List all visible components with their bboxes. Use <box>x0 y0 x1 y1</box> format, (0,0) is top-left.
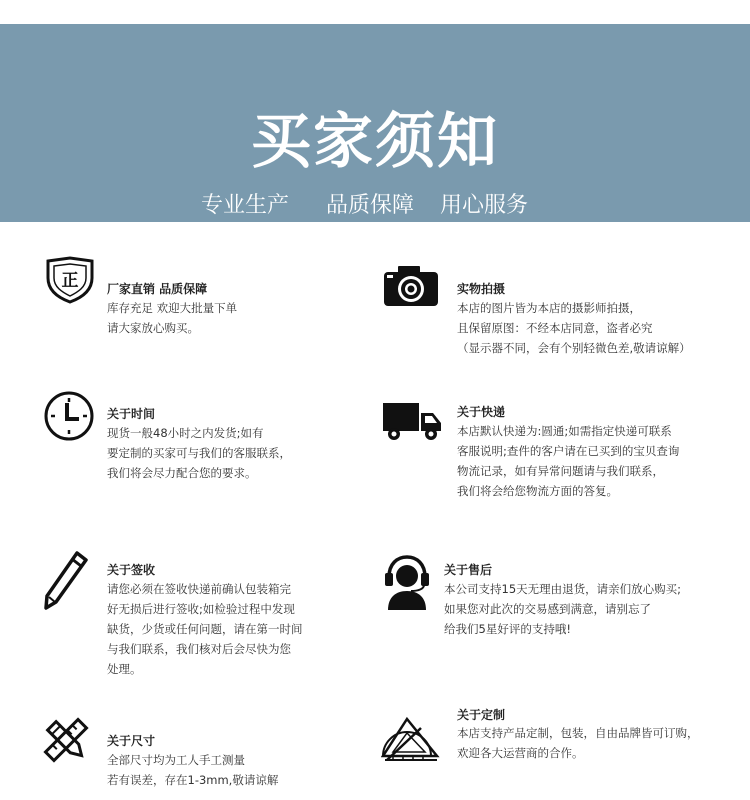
section-line: 欢迎各大运营商的合作。 <box>457 746 584 760</box>
section-body <box>444 579 681 639</box>
section-title: 关于签收 <box>107 563 156 577</box>
section-line: 我们将会尽力配合您的要求。 <box>107 466 257 480</box>
section-line: 且保留原图：不经本店同意，盗者必究 <box>457 321 653 335</box>
section-line: 物流记录，如有异常问题请与我们联系， <box>457 464 664 478</box>
section-title: 关于时间 <box>107 407 156 421</box>
subtitle-professional-production: 专业生产 <box>201 193 290 218</box>
camera-icon <box>382 264 440 308</box>
pencil-ruler-icon <box>42 716 90 764</box>
section-line: 库存充足 欢迎大批量下单 <box>107 301 238 315</box>
svg-text:正: 正 <box>61 271 79 291</box>
section-title: 厂家直销 品质保障 <box>107 282 208 296</box>
section-line: 要定制的买家可与我们的客服联系， <box>107 446 291 460</box>
section-line: 给我们5星好评的支持哦! <box>444 622 571 636</box>
truck-icon <box>381 401 443 443</box>
section-line: 我们将会给您物流方面的答复。 <box>457 484 618 498</box>
section-line: （显示器不同，会有个别轻微色差,敬请谅解） <box>457 341 691 355</box>
section-line: 如果您对此次的交易感到满意，请别忘了 <box>444 602 651 616</box>
section-line: 请大家放心购买。 <box>107 321 199 335</box>
section-line: 请您必须在签收快递前确认包装箱完 <box>107 582 291 596</box>
section-line: 现货一般48小时之内发货;如有 <box>107 426 264 440</box>
section-body <box>457 421 679 501</box>
section-title: 关于快递 <box>457 405 506 419</box>
section-line: 若有误差，存在1-3mm,敬请谅解 <box>107 773 279 787</box>
headset-agent-icon <box>382 553 432 611</box>
section-body <box>107 423 291 483</box>
shield-zheng-icon <box>44 256 96 304</box>
section-body <box>107 750 278 790</box>
section-body <box>107 298 237 338</box>
section-line: 处理。 <box>107 662 142 676</box>
section-body <box>107 579 303 679</box>
subtitle-quality-assurance: 品质保障 <box>326 193 415 218</box>
section-line: 好无损后进行签收;如检验过程中发现 <box>107 602 295 616</box>
section-line: 客服说明;查件的客户请在已买到的宝贝查询 <box>457 444 680 458</box>
section-title: 关于定制 <box>457 708 506 722</box>
section-line: 缺货，少货或任何问题，请在第一时间 <box>107 622 303 636</box>
header-banner <box>0 24 750 222</box>
section-line: 本店默认快递为:圆通;如需指定快递可联系 <box>457 424 672 438</box>
pencil-icon <box>41 550 89 612</box>
section-body <box>457 723 699 763</box>
section-line: 本公司支持15天无理由退货，请亲们放心购买; <box>444 582 682 596</box>
drafting-tools-icon <box>381 716 441 764</box>
clock-icon <box>43 390 95 442</box>
section-line: 本店支持产品定制，包装，自由品牌皆可订购， <box>457 726 699 740</box>
subtitle-attentive-service: 用心服务 <box>440 193 529 218</box>
section-body <box>457 298 691 358</box>
section-title: 关于售后 <box>444 563 493 577</box>
page-title: 买家须知 <box>251 107 499 177</box>
section-title: 关于尺寸 <box>107 734 156 748</box>
section-title: 实物拍摄 <box>457 282 506 296</box>
section-line: 本店的图片皆为本店的摄影师拍摄， <box>457 301 641 315</box>
section-line: 与我们联系，我们核对后会尽快为您 <box>107 642 291 656</box>
section-line: 全部尺寸均为工人手工测量 <box>107 753 245 767</box>
